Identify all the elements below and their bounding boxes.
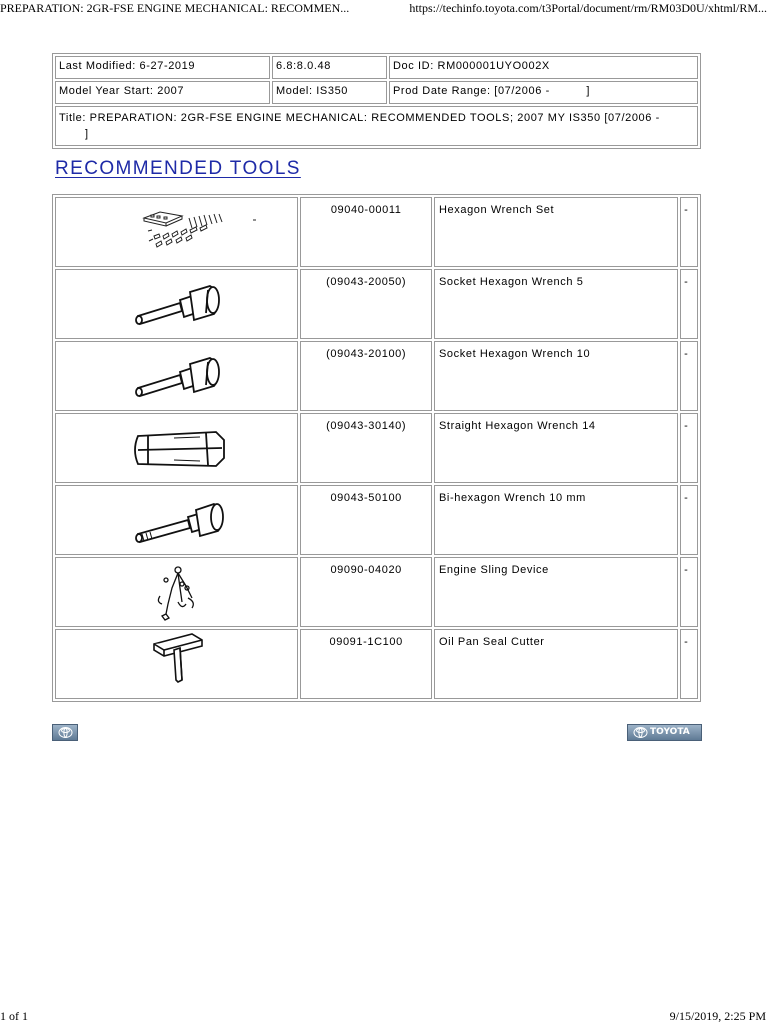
toyota-home-button[interactable] [52, 724, 78, 741]
tool-name: Hexagon Wrench Set [434, 197, 678, 267]
tool-image-cell [55, 269, 298, 339]
print-datetime: 9/15/2019, 2:25 PM [669, 1009, 766, 1023]
toyota-logo-icon [58, 726, 73, 739]
recommended-tools-table [52, 194, 701, 702]
tool-name: Bi-hexagon Wrench 10 mm [434, 485, 678, 555]
tool-name: Socket Hexagon Wrench 10 [434, 341, 678, 411]
tool-note: - [680, 413, 698, 483]
model: Model: IS350 [272, 81, 387, 104]
version-number: 6.8:8.0.48 [272, 56, 387, 79]
document-meta-table [52, 53, 701, 149]
table-row [55, 197, 698, 267]
last-modified: Last Modified: 6-27-2019 [55, 56, 270, 79]
table-row [55, 413, 698, 483]
table-row [55, 485, 698, 555]
model-year-start: Model Year Start: 2007 [55, 81, 270, 104]
bi-hexagon-wrench-icon [56, 486, 301, 554]
tool-note: - [680, 485, 698, 555]
tool-image-cell [55, 629, 298, 699]
tool-name: Socket Hexagon Wrench 5 [434, 269, 678, 339]
tool-note: - [680, 197, 698, 267]
part-number: 09043-50100 [300, 485, 432, 555]
prod-date-range: Prod Date Range: [07/2006 - ] [389, 81, 698, 104]
table-row [55, 341, 698, 411]
toyota-brand-label: TOYOTA [650, 727, 690, 737]
print-header-url: https://techinfo.toyota.com/t3Portal/document/rm/RM03D0U/xhtml/RM... [409, 1, 767, 15]
page-count: 1 of 1 [0, 1009, 28, 1023]
document-title [55, 106, 698, 146]
tool-note: - [680, 629, 698, 699]
oil-pan-seal-cutter-icon [56, 630, 301, 698]
socket-hexagon-wrench-icon [56, 270, 301, 338]
part-number: 09090-04020 [300, 557, 432, 627]
toyota-logo-icon [633, 726, 648, 739]
part-number: (09043-30140) [300, 413, 432, 483]
print-footer [0, 1008, 768, 1024]
print-header-title: PREPARATION: 2GR-FSE ENGINE MECHANICAL: RECOMMEN... [0, 1, 350, 15]
print-header [0, 0, 768, 18]
tool-image-cell [55, 557, 298, 627]
table-row [55, 557, 698, 627]
part-number: (09043-20050) [300, 269, 432, 339]
part-number: 09091-1C100 [300, 629, 432, 699]
doc-id: Doc ID: RM000001UYO002X [389, 56, 698, 79]
tool-note: - [680, 341, 698, 411]
straight-hexagon-wrench-icon [56, 414, 301, 482]
hexagon-wrench-set-icon [56, 198, 301, 266]
table-row [55, 269, 698, 339]
tool-name: Straight Hexagon Wrench 14 [434, 413, 678, 483]
toyota-brand-button[interactable] [627, 724, 702, 741]
part-number: 09040-00011 [300, 197, 432, 267]
engine-sling-device-icon [56, 558, 301, 626]
tool-note: - [680, 269, 698, 339]
tool-image-cell [55, 197, 298, 267]
tool-name: Engine Sling Device [434, 557, 678, 627]
section-heading[interactable]: RECOMMENDED TOOLS [55, 158, 301, 179]
table-row [55, 629, 698, 699]
tool-name: Oil Pan Seal Cutter [434, 629, 678, 699]
document-title-line2: ] [85, 128, 89, 140]
document-title-line1: Title: PREPARATION: 2GR-FSE ENGINE MECHANICAL: RECOMMENDED TOOLS; 2007 MY IS350 [07/2006 - [59, 112, 660, 124]
tool-image-cell [55, 413, 298, 483]
tool-image-cell [55, 341, 298, 411]
socket-hexagon-wrench-icon [56, 342, 301, 410]
tool-image-cell [55, 485, 298, 555]
part-number: (09043-20100) [300, 341, 432, 411]
tool-note: - [680, 557, 698, 627]
